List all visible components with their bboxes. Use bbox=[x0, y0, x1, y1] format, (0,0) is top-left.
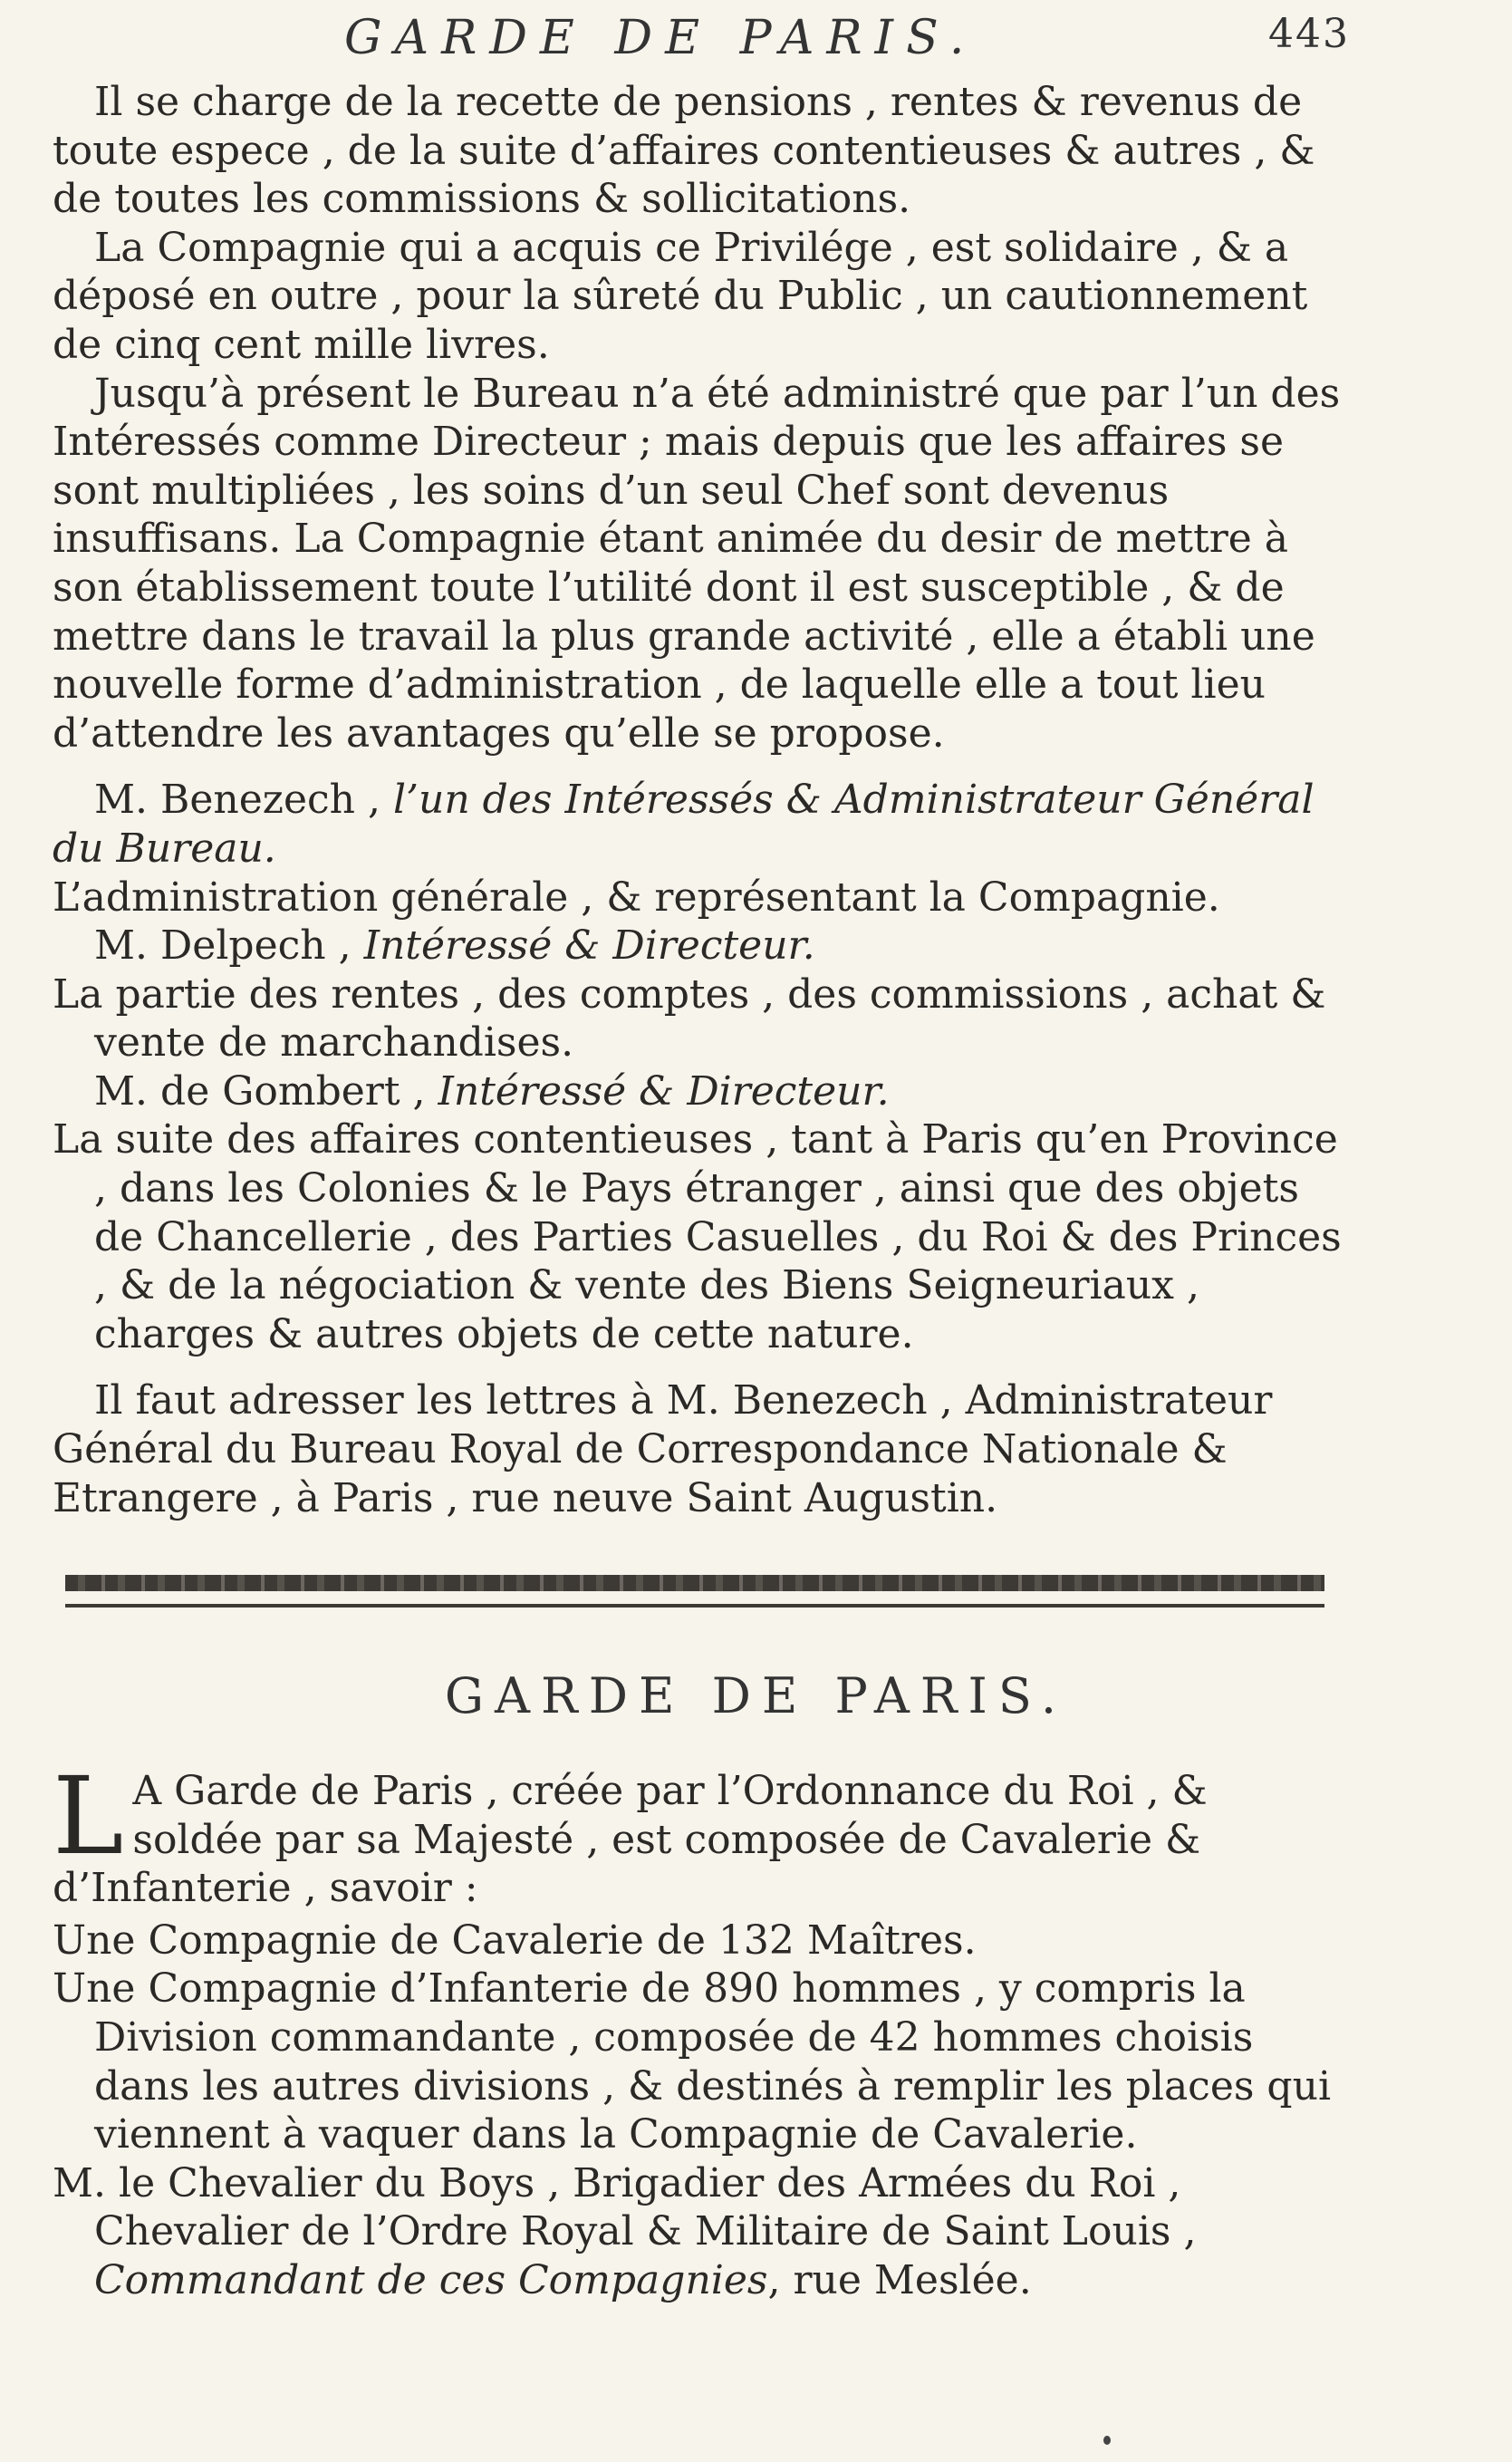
garde-section bbox=[53, 1753, 1348, 2305]
cavalry-line: Une Compagnie de Cavalerie de 132 Maîtres. bbox=[53, 1916, 977, 1964]
officer-name-line bbox=[53, 922, 1348, 970]
infantry-line: Une Compagnie d’Infanterie de 890 hommes , y compris la Division commandante , composée de 42 hommes choisis dans les autres divisions , & destinés à remplir les places qui viennent à vaquer dans la Compagnie de Cavalerie. bbox=[53, 1965, 1332, 2158]
officer-name: M. de Gombert , bbox=[94, 1067, 426, 1115]
commander-title: Commandant de ces Compagnies bbox=[94, 2256, 768, 2303]
paragraph-services: Il se charge de la recette de pensions , rentes & revenus de toute espece , de la suite d’affaires contentieuses & autres , & de toutes les commissions & sollicitations. bbox=[53, 79, 1315, 223]
officer-name: M. Delpech , bbox=[94, 922, 352, 970]
officer-title: l’un des Intéressés & Administrateur Général du Bureau. bbox=[53, 777, 1315, 872]
commander-name: M. le Chevalier du Boys , Brigadier des Armées du Roi , Chevalier de l’Ordre Royal & Militaire de Saint Louis , bbox=[53, 2159, 1197, 2255]
officer-title: Intéressé & Directeur. bbox=[438, 1067, 890, 1115]
paragraph-administration: Jusqu’à présent le Bureau n’a été administré que par l’un des Intéressés comme Directeur ; mais depuis que les affaires se sont multipliées , les soins d’un seul Chef sont devenus insuffisans. La Compagnie étant animée du desir de mettre à son établissement toute l’utilité dont il est susceptible , & de mettre dans le travail la plus grande activité , elle a établi une nouvelle forme d’administration , de laquelle elle a tout lieu d’attendre les avantages qu’elle se propose. bbox=[53, 370, 1341, 757]
page-number: 443 bbox=[1268, 11, 1350, 57]
officer-duties: L’administration générale , & représentant la Compagnie. bbox=[53, 874, 1220, 921]
officer-duties: La partie des rentes , des comptes , des commissions , achat & vente de marchandises. bbox=[53, 970, 1326, 1067]
thin-rule bbox=[65, 1604, 1324, 1608]
address-note: Il faut adresser les lettres à M. Benezech , Administrateur Général du Bureau Royal de Correspondance Nationale & Etrangere , à Paris , rue neuve Saint Augustin. bbox=[53, 1377, 1273, 1521]
section-title: GARDE DE PARIS. bbox=[444, 1667, 1068, 1724]
officer-name-line bbox=[53, 1067, 1348, 1116]
garde-intro bbox=[53, 1753, 1348, 1913]
bureau-section bbox=[53, 78, 1348, 1522]
commander-line bbox=[53, 2159, 1348, 2305]
paragraph-guarantee: La Compagnie qui a acquis ce Privilége , est solidaire , & a déposé en outre , pour la sûreté du Public , un cautionnement de cinq cent mille livres. bbox=[53, 224, 1308, 368]
ornamental-rule bbox=[65, 1575, 1324, 1591]
officer-name: M. Benezech , bbox=[94, 777, 380, 824]
officer-name-line bbox=[53, 776, 1348, 873]
garde-intro-text: A Garde de Paris , créée par l’Ordonnance du Roi , & soldée par sa Majesté , est composée de Cavalerie & d’Infanterie , savoir : bbox=[53, 1768, 1208, 1912]
section-divider bbox=[65, 1575, 1324, 1620]
commander-address: , rue Meslée. bbox=[767, 2256, 1032, 2303]
running-head bbox=[0, 7, 1512, 71]
drop-cap: L bbox=[53, 1753, 124, 1878]
officer-duties: La suite des affaires contentieuses , tant à Paris qu’en Province , dans les Colonies & le Pays étranger , ainsi que des objets de Chancellerie , des Parties Casuelles , du Roi & des Princes , & de la négociation & vente des Biens Seigneuriaux , charges & autres objets de cette nature. bbox=[53, 1116, 1342, 1357]
paper-speck bbox=[1103, 2436, 1111, 2445]
officer-title: Intéressé & Directeur. bbox=[363, 922, 815, 970]
running-head-title: GARDE DE PARIS. bbox=[344, 11, 978, 65]
